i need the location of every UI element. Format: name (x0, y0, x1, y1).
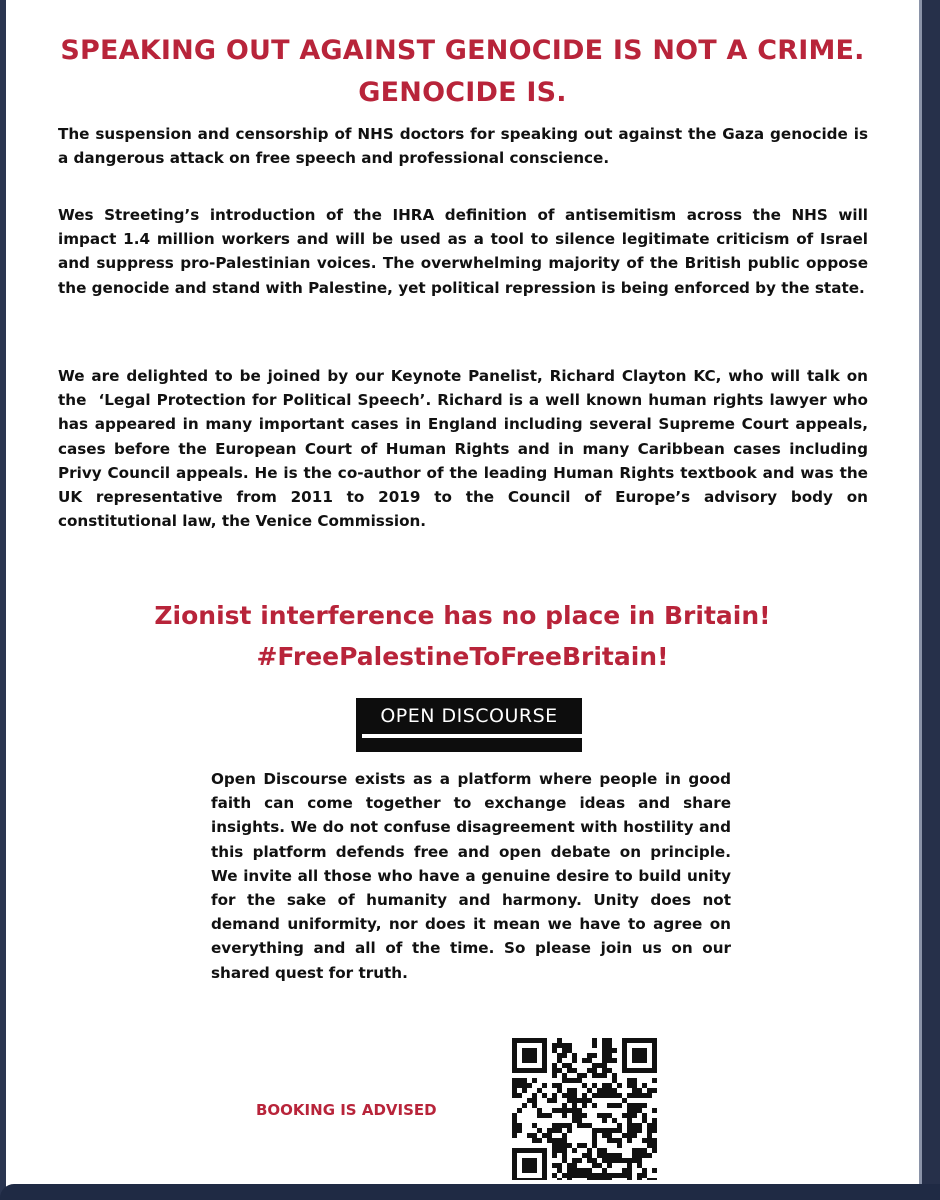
frame-right-border (922, 0, 940, 1200)
logo-bar (356, 738, 582, 752)
headline-line-2: GENOCIDE IS. (358, 77, 567, 108)
slogan-hashtag: #FreePalestineToFreeBritain! (256, 642, 669, 671)
paragraph-nhs-suspension: The suspension and censorship of NHS doctors for speaking out against the Gaza genocide is a dangerous attack on free speech and professional conscience. (58, 125, 868, 168)
slogan-line-1: Zionist interference has no place in Britain! (154, 601, 771, 630)
logo-text: OPEN DISCOURSE (380, 705, 558, 727)
paragraph-ihra-definition: Wes Streeting’s introduction of the IHRA definition of antisemitism across the NHS will impact 1.4 million workers and will be used as a tool to silence legitimate criticism of Israel and suppress pro-Palestinian voices. The overwhelming majority of the British public oppose the genocide and stand with Palestine, yet political repression is being enforced by the state. (58, 206, 868, 297)
frame-bottom-border (0, 1184, 940, 1200)
open-discourse-logo (356, 698, 582, 754)
headline-line-1: SPEAKING OUT AGAINST GENOCIDE IS NOT A CRIME. (60, 35, 865, 66)
flyer-page (6, 0, 919, 1184)
paragraph-keynote-panelist: We are delighted to be joined by our Keynote Panelist, Richard Clayton KC, who will talk on the ‘Legal Protection for Political Speech’. Richard is a well known human rights lawyer who has appeared in many important cases in England including several Supreme Court appeals, cases before the European Court of Human Rights and in many Caribbean cases including Privy Council appeals. He is the co-author of the leading Human Rights textbook and was the UK representative from 2011 to 2019 to the Council of Europe’s advisory body on constitutional law, the Venice Commission. (58, 367, 868, 531)
slogan (6, 595, 919, 677)
headline (6, 30, 919, 114)
booking-notice: BOOKING IS ADVISED (256, 1101, 437, 1119)
about-open-discourse: Open Discourse exists as a platform where people in good faith can come together to exchange ideas and share insights. We do not confuse disagreement with hostility and this platform defends free and open debate on principle. We invite all those who have a genuine desire to build unity for the sake of humanity and harmony. Unity does not demand uniformity, nor does it mean we have to agree on everything and all of the time. So please join us on our shared quest for truth. (211, 770, 731, 982)
qr-code-icon[interactable] (512, 1038, 658, 1180)
